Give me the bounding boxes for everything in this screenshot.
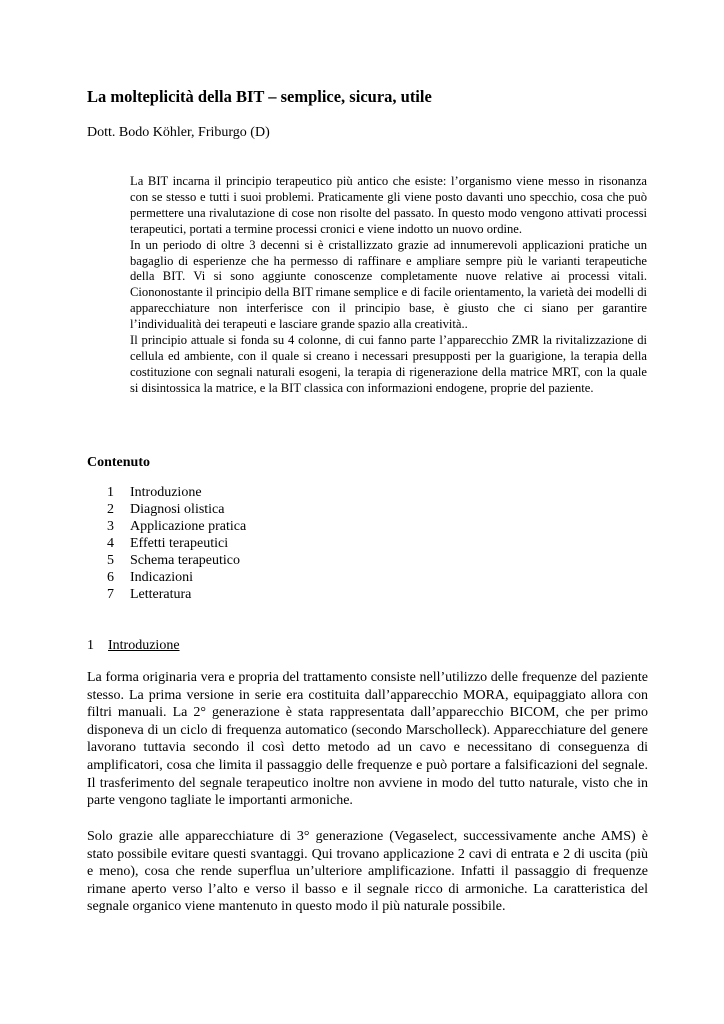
section-heading-introduction bbox=[87, 636, 180, 656]
toc-item-number: 7 bbox=[107, 587, 114, 602]
author-line: Dott. Bodo Köhler, Friburgo (D) bbox=[87, 125, 270, 140]
section-title: Introduzione bbox=[108, 638, 180, 653]
toc-item-label: Diagnosi olistica bbox=[130, 502, 225, 517]
body-paragraph: La forma originaria vera e propria del trattamento consiste nell’utilizzo delle frequenze del paziente stesso. La prima versione in serie era costituita dall’apparecchio MORA, equipaggiato allora con filtri manuali. La 2° generazione è stata rappresentata dall’apparecchio BICOM, che per primo disponeva di un ciclo di frequenza automatico (secondo Marscholleck). Apparecchiature del genere lavorano tuttavia secondo il così detto metodo ad un cavo e necessitano di conseguenza di amplificatori, cosa che limita il passaggio delle frequenze e può portare a falsificazioni del segnale. Il trasferimento del segnale terapeutico inoltre non avviene in modo del tutto naturale, visto che in parte vengono tagliate le importanti armoniche. bbox=[87, 670, 648, 809]
toc-item-number: 3 bbox=[107, 519, 114, 534]
toc-item-number: 6 bbox=[107, 570, 114, 585]
body-paragraph: Solo grazie alle apparecchiature di 3° generazione (Vegaselect, successivamente anche AMS) è stato possibile evitare questi svantaggi. Qui trovano applicazione 2 cavi di entrata e 2 di uscita (più e meno), cosa che rende superflua un’ulteriore amplificazione. Infatti il passaggio di frequenze rimane aperto verso l’alto e verso il basso e il segnale ricco di armoniche. La caratteristica del segnale organico viene mantenuto in questo modo il più naturale possibile. bbox=[87, 829, 648, 915]
abstract-block bbox=[130, 174, 647, 397]
toc-item-label: Introduzione bbox=[130, 485, 202, 500]
abstract-paragraph: In un periodo di oltre 3 decenni si è cristallizzato grazie ad innumerevoli applicazioni pratiche un bagaglio di esperienze che ha permesso di raffinare e ampliare sempre più le varianti terapeutiche della BIT. Vi si sono aggiunte conoscenze completamente nuove relative ai processi vitali. Ciononostante il principio della BIT rimane semplice e di facile orientamento, la varietà dei modelli di apparecchiature non interferisce con il principio base, è giusto che ci siano per garantire l’individualità dei terapeuti e lasciare grande spazio alla creatività.. bbox=[130, 237, 647, 332]
toc-item-number: 1 bbox=[107, 485, 114, 500]
document-title: La molteplicità della BIT – semplice, sicura, utile bbox=[87, 87, 432, 106]
toc-item-label: Letteratura bbox=[130, 587, 192, 602]
toc-item-number: 2 bbox=[107, 502, 114, 517]
toc-item-label: Applicazione pratica bbox=[130, 519, 247, 534]
toc-item-label: Effetti terapeutici bbox=[130, 536, 229, 551]
toc-item-number: 5 bbox=[107, 553, 114, 568]
abstract-paragraph: La BIT incarna il principio terapeutico più antico che esiste: l’organismo viene messo in risonanza con se stesso e tutti i suoi problemi. Praticamente gli viene posto davanti uno specchio, cosa che può permettere una rivalutazione di cose non risolte del passato. In questo modo vengono attivati processi terapeutici, portati a termine processi cronici e viene indotto un nuovo ordine. bbox=[130, 174, 647, 236]
toc-item-label: Indicazioni bbox=[130, 570, 193, 585]
toc-item-number: 4 bbox=[107, 536, 114, 551]
section-number: 1 bbox=[87, 638, 94, 653]
toc-item-label: Schema terapeutico bbox=[130, 553, 241, 568]
contents-heading: Contenuto bbox=[87, 455, 151, 470]
abstract-paragraph: Il principio attuale si fonda su 4 colonne, di cui fanno parte l’apparecchio ZMR la rivitalizzazione di cellula ed ambiente, con il quale si creano i necessari presupposti per la guarigione, la terapia della costituzione con segnali naturali esogeni, la terapia di rigenerazione della matrice MRT, con la quale si disintossica la matrice, e la BIT classica con informazioni endogene, proprie del paziente. bbox=[130, 333, 647, 395]
